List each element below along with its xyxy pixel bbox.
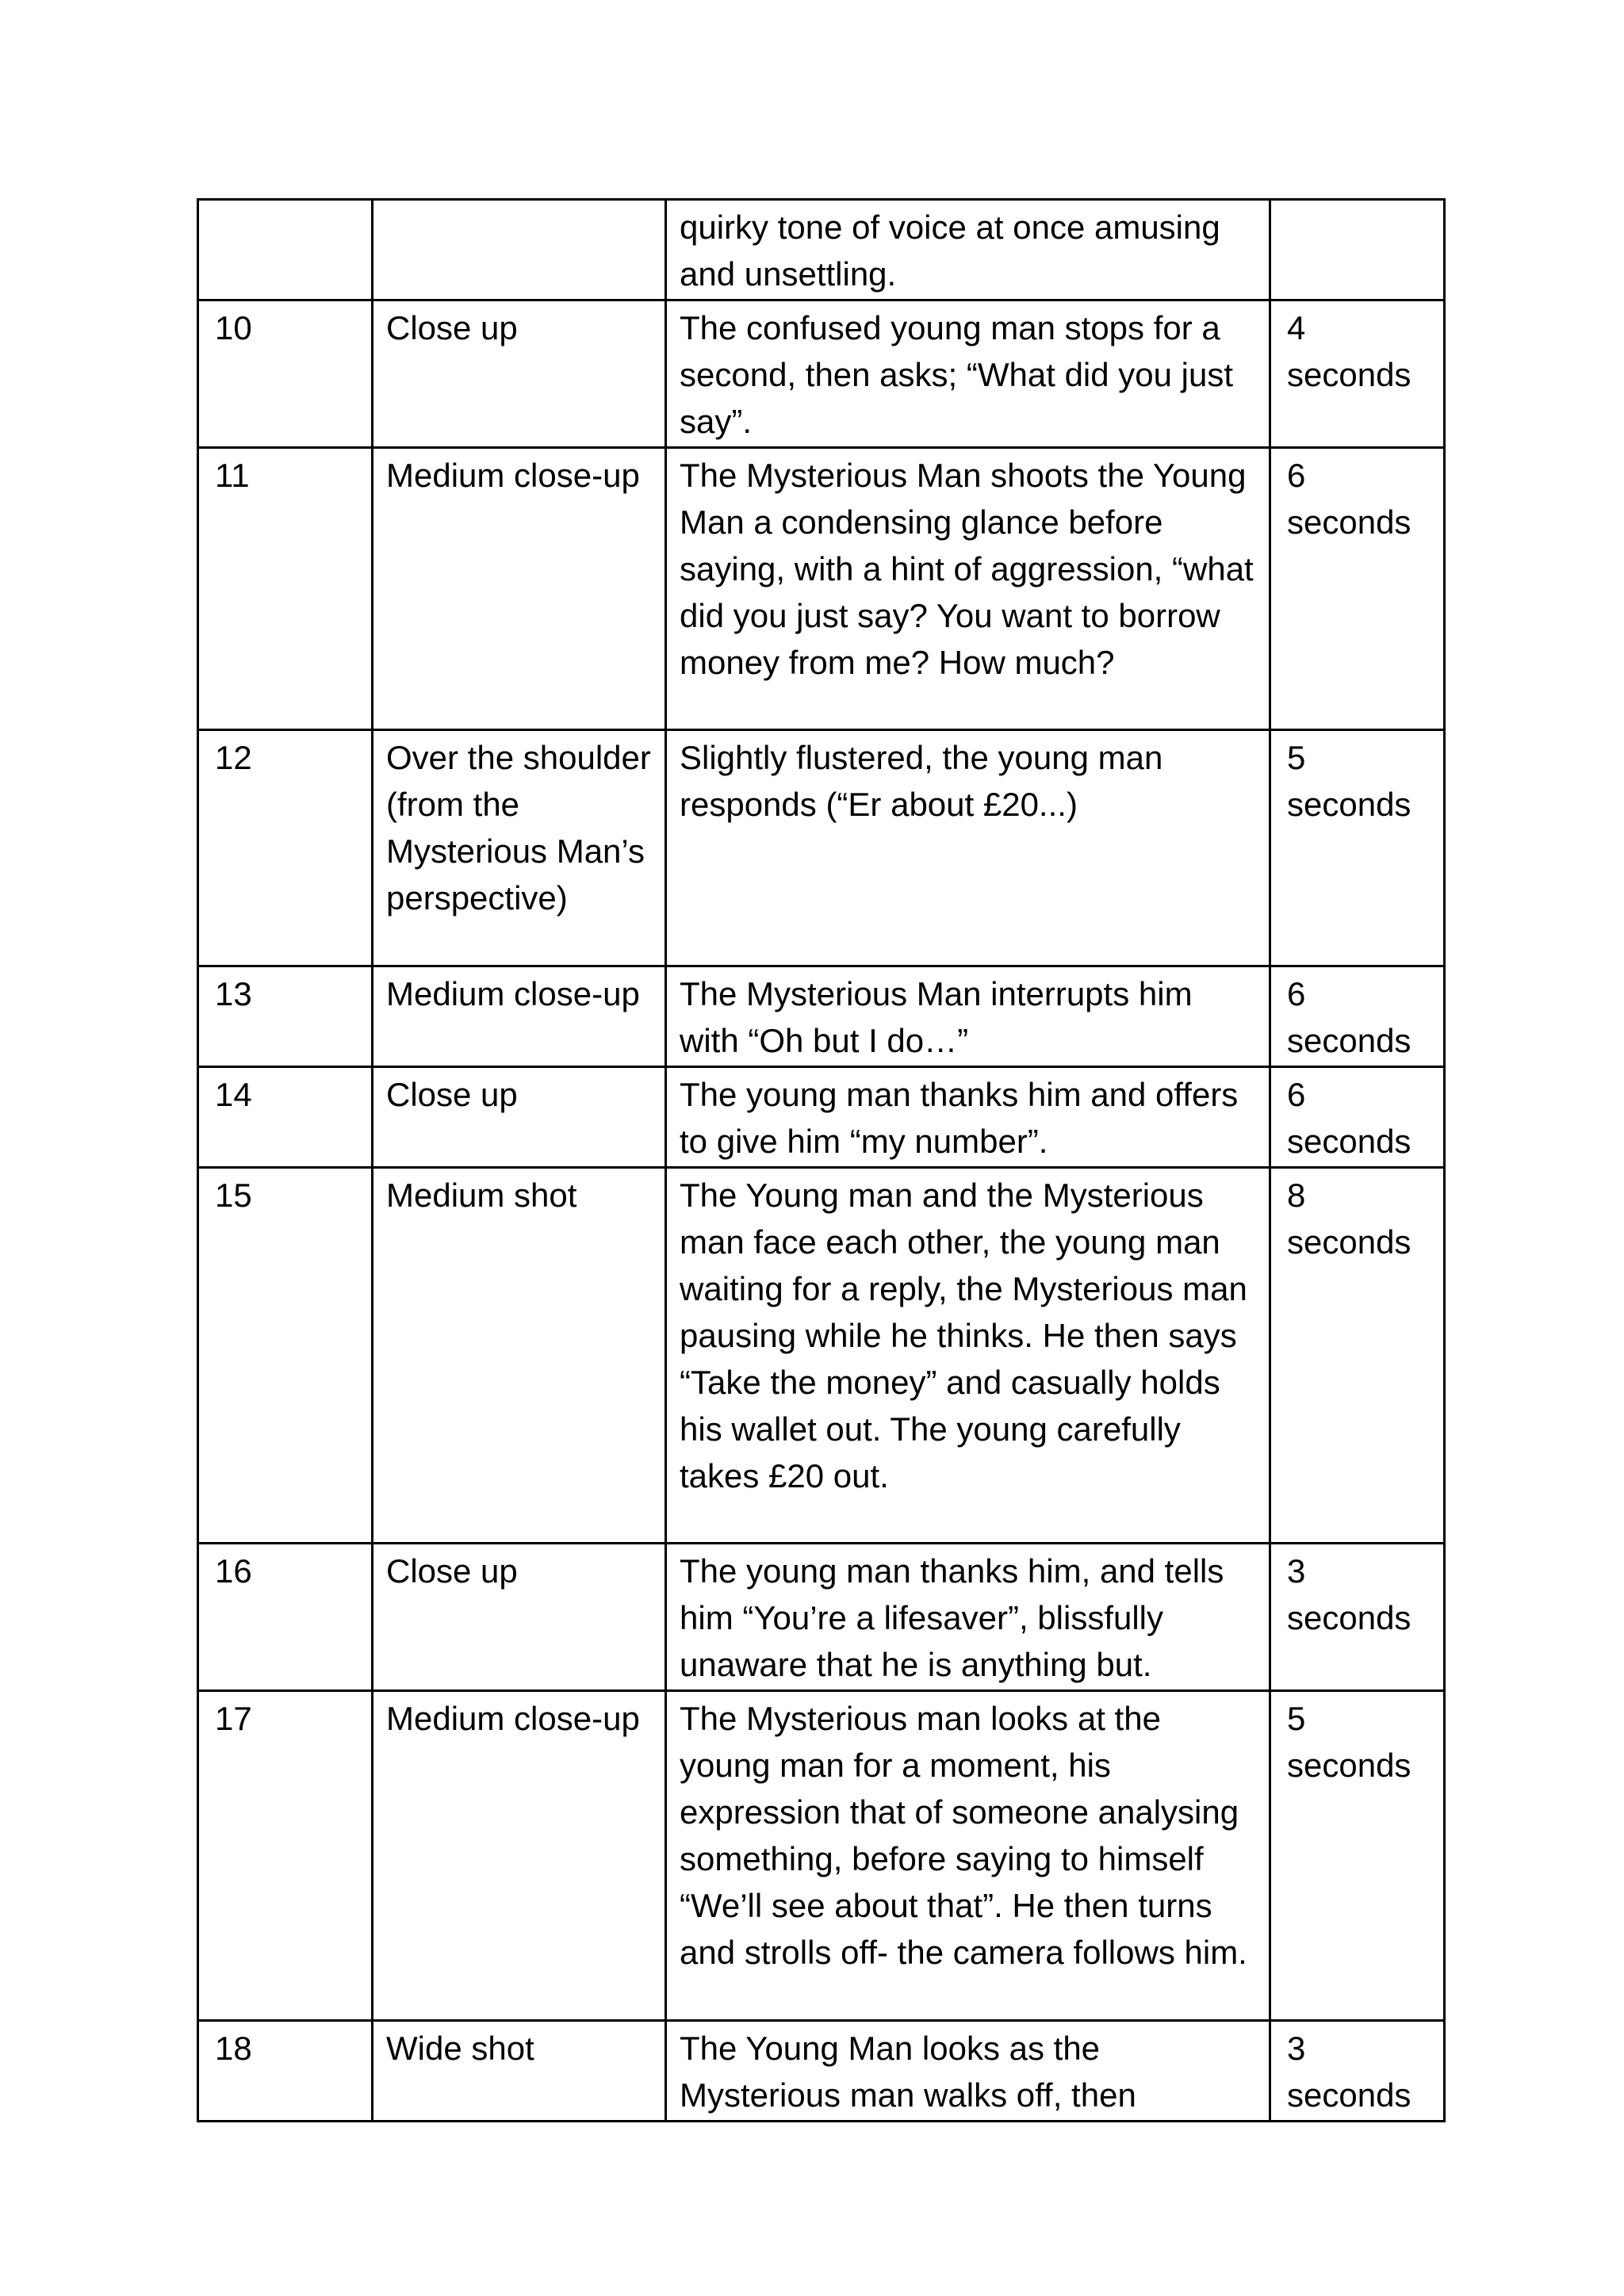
shot-number-cell: 10: [198, 300, 373, 448]
table-row: [198, 2021, 1445, 2122]
shot-type-cell: Medium close-up: [373, 448, 666, 730]
table-row: [198, 200, 1445, 300]
shot-description-cell: The confused young man stops for a second, then asks; “What did you just say”.: [666, 300, 1270, 448]
shot-number-cell: 15: [198, 1168, 373, 1544]
shot-description-cell: The Mysterious man looks at the young man for a moment, his expression that of someone analysing something, before saying to himself “We’ll see about that”. He then turns and strolls off- the camera follows him.: [666, 1691, 1270, 2021]
shot-type-cell: Over the shoulder (from the Mysterious Man’s perspective): [373, 730, 666, 966]
shot-description-cell: The Young man and the Mysterious man face each other, the young man waiting for a reply, the Mysterious man pausing while he thinks. He then says “Take the money” and casually holds his wallet out. The young carefully takes £20 out.: [666, 1168, 1270, 1544]
table-row: [198, 966, 1445, 1067]
shot-list-table: [197, 198, 1446, 2122]
table-row: [198, 1168, 1445, 1544]
shot-type-cell: Close up: [373, 300, 666, 448]
table-row: [198, 1067, 1445, 1168]
shot-type-cell: Medium close-up: [373, 1691, 666, 2021]
shot-description-cell: Slightly flustered, the young man responds (“Er about £20...): [666, 730, 1270, 966]
shot-type-cell: Medium shot: [373, 1168, 666, 1544]
shot-description-cell: The young man thanks him, and tells him “You’re a lifesaver”, blissfully unaware that he is anything but.: [666, 1544, 1270, 1691]
shot-number-cell: 16: [198, 1544, 373, 1691]
shot-duration-cell: 6 seconds: [1270, 1067, 1445, 1168]
shot-type-cell: Close up: [373, 1544, 666, 1691]
table-row: [198, 1544, 1445, 1691]
shot-duration-cell: 6 seconds: [1270, 966, 1445, 1067]
shot-duration-cell: 6 seconds: [1270, 448, 1445, 730]
shot-type-cell: [373, 200, 666, 300]
shot-number-cell: 12: [198, 730, 373, 966]
shot-duration-cell: 3 seconds: [1270, 1544, 1445, 1691]
shot-description-cell: The Mysterious Man interrupts him with “Oh but I do…”: [666, 966, 1270, 1067]
shot-number-cell: 14: [198, 1067, 373, 1168]
shot-description-cell: quirky tone of voice at once amusing and unsettling.: [666, 200, 1270, 300]
shot-number-cell: 13: [198, 966, 373, 1067]
shot-type-cell: Wide shot: [373, 2021, 666, 2122]
shot-description-cell: The Mysterious Man shoots the Young Man a condensing glance before saying, with a hint of aggression, “what did you just say? You want to borrow money from me? How much?: [666, 448, 1270, 730]
shot-type-cell: Medium close-up: [373, 966, 666, 1067]
shot-number-cell: 11: [198, 448, 373, 730]
shot-number-cell: 17: [198, 1691, 373, 2021]
shot-duration-cell: 4 seconds: [1270, 300, 1445, 448]
shot-number-cell: 18: [198, 2021, 373, 2122]
table-row: [198, 1691, 1445, 2021]
table-row: [198, 300, 1445, 448]
shot-duration-cell: 8 seconds: [1270, 1168, 1445, 1544]
shot-duration-cell: 5 seconds: [1270, 1691, 1445, 2021]
shot-type-cell: Close up: [373, 1067, 666, 1168]
shot-duration-cell: 5 seconds: [1270, 730, 1445, 966]
table-row: [198, 730, 1445, 966]
shot-description-cell: The young man thanks him and offers to give him “my number”.: [666, 1067, 1270, 1168]
shot-number-cell: [198, 200, 373, 300]
table-row: [198, 448, 1445, 730]
shot-duration-cell: 3 seconds: [1270, 2021, 1445, 2122]
shot-duration-cell: [1270, 200, 1445, 300]
shot-description-cell: The Young Man looks as the Mysterious man walks off, then: [666, 2021, 1270, 2122]
